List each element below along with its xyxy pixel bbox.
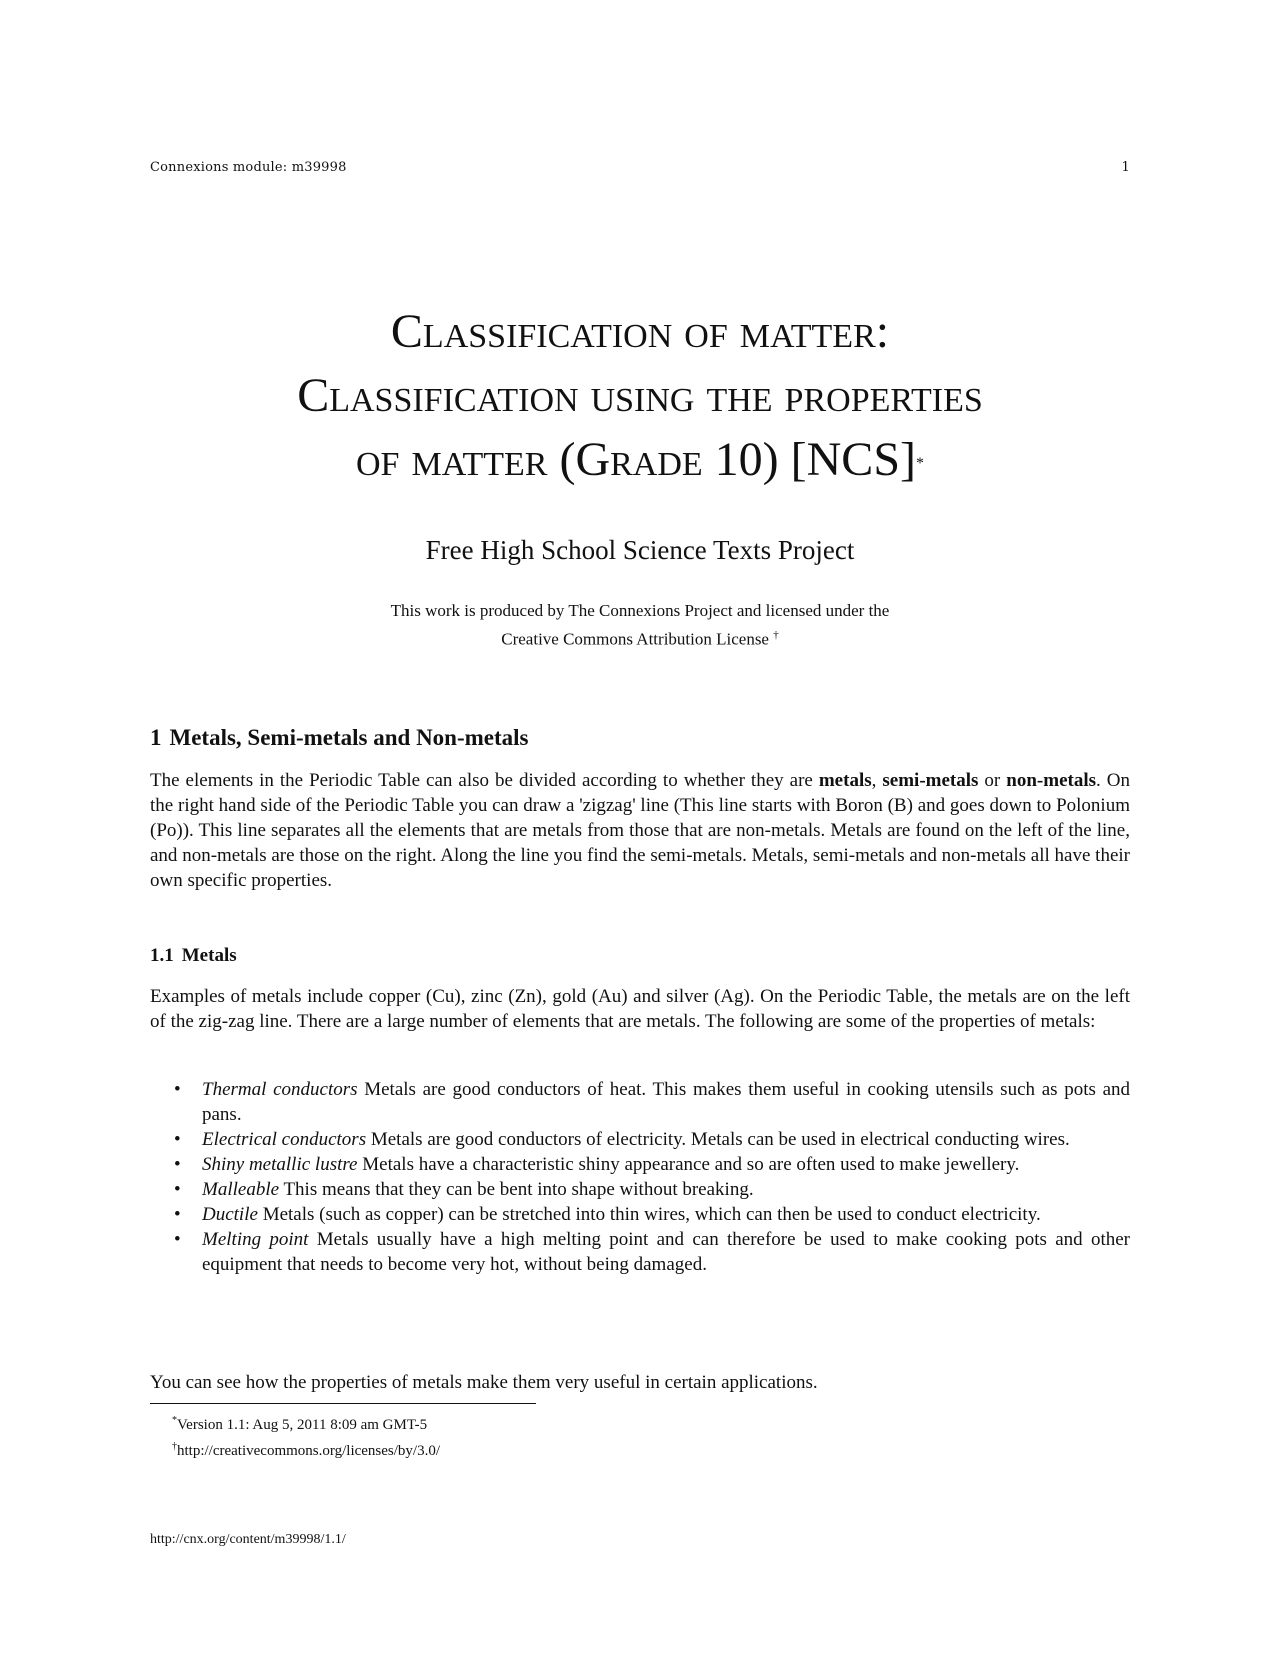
list-item: [150, 1152, 1130, 1177]
title-line-2: Classification using the properties: [297, 369, 983, 422]
text-run: ,: [871, 770, 883, 791]
property-text: Metals have a characteristic shiny appearance and so are often used to make jewellery.: [357, 1154, 1020, 1175]
property-term: Melting point: [202, 1229, 309, 1250]
list-item: [150, 1227, 1130, 1277]
title-footnote-mark: *: [916, 455, 924, 472]
bullet-icon: •: [174, 1079, 181, 1100]
license-notice: [120, 598, 1160, 652]
property-text: Metals (such as copper) can be stretched into thin wires, which can then be used to conduct electricity.: [257, 1204, 1041, 1225]
section-heading-1: [150, 725, 529, 751]
text-run: The elements in the Periodic Table can also be divided according to whether they are: [150, 770, 819, 791]
property-term: Ductile: [202, 1204, 258, 1225]
property-term: Thermal conductors: [202, 1079, 358, 1100]
license-line-1: This work is produced by The Connexions Project and licensed under the: [390, 601, 890, 620]
property-text: This means that they can be bent into shape without breaking.: [279, 1179, 754, 1200]
footnote-link[interactable]: http://creativecommons.org/licenses/by/3.0/: [177, 1443, 441, 1459]
property-term: Electrical conductors: [202, 1129, 367, 1150]
bold-term-metals: metals: [818, 770, 872, 791]
bullet-icon: •: [174, 1179, 181, 1200]
title-line-1: Classification of matter:: [390, 305, 890, 358]
bullet-icon: •: [174, 1204, 181, 1225]
page-number: 1: [1121, 160, 1130, 175]
section-heading-1-1: [150, 945, 237, 967]
footnotes: [172, 1410, 440, 1462]
footnote-mark: *: [172, 1415, 177, 1426]
footnote-version: [172, 1410, 440, 1436]
section-1-paragraph: [150, 768, 1130, 893]
footnote-mark: †: [172, 1441, 177, 1452]
footnote-license: [172, 1436, 440, 1462]
author: Free High School Science Texts Project: [425, 535, 855, 565]
property-text: Metals usually have a high melting point and can therefore be used to make cooking pots and other equipment that needs to become very hot, without being damaged.: [202, 1229, 1130, 1275]
list-item: [150, 1077, 1130, 1127]
bullet-icon: •: [174, 1154, 181, 1175]
footnote-divider: [150, 1403, 536, 1404]
bold-term-semi-metals: semi-metals: [882, 770, 979, 791]
subsection-number: 1.1: [150, 945, 174, 966]
bullet-icon: •: [174, 1229, 181, 1250]
metals-intro-paragraph: Examples of metals include copper (Cu), zinc (Zn), gold (Au) and silver (Ag). On the Periodic Table, the metals are on the left of the zig-zag line. There are a large number of elements that are metals. The following are some of the properties of metals:: [150, 986, 1130, 1032]
document-title: [120, 300, 1160, 492]
list-item: [150, 1177, 1130, 1202]
license-footnote-mark: †: [773, 629, 779, 641]
property-term: Malleable: [202, 1179, 280, 1200]
bold-term-non-metals: non-metals: [1006, 770, 1097, 791]
property-text: Metals are good conductors of heat. This makes them useful in cooking utensils such as pots and pans.: [202, 1079, 1131, 1125]
property-text: Metals are good conductors of electricity. Metals can be used in electrical conducting wires.: [366, 1129, 1070, 1150]
running-header: [150, 160, 1130, 175]
section-title: Metals, Semi-metals and Non-metals: [169, 725, 529, 750]
text-run: . On the right hand side of the Periodic Table you can draw a 'zigzag' line (This line starts with Boron (B) and goes down to Polonium (Po)). This line separates all the elements that are metals from those that are non-metals. Metals are found on the left of the line, and non-metals are those on the right. Along the line you find the semi-metals. Metals, semi-metals and non-metals all have their own specific properties.: [150, 770, 1131, 891]
footer-url[interactable]: http://cnx.org/content/m39998/1.1/: [150, 1532, 346, 1547]
license-line-2: Creative Commons Attribution License: [501, 629, 769, 649]
subsection-title: Metals: [181, 945, 237, 966]
metal-properties-list: [150, 1077, 1130, 1277]
text-run: or: [978, 770, 1007, 791]
list-item: [150, 1127, 1130, 1152]
title-line-3: of matter (Grade 10) [NCS]: [356, 433, 916, 486]
section-number: 1: [150, 725, 162, 750]
property-term: Shiny metallic lustre: [202, 1154, 358, 1175]
footnote-text: Version 1.1: Aug 5, 2011 8:09 am GMT-5: [177, 1417, 428, 1433]
closing-paragraph: You can see how the properties of metals make them very useful in certain applications.: [150, 1372, 818, 1393]
module-label: Connexions module: m39998: [150, 160, 347, 175]
bullet-icon: •: [174, 1129, 181, 1150]
list-item: [150, 1202, 1130, 1227]
